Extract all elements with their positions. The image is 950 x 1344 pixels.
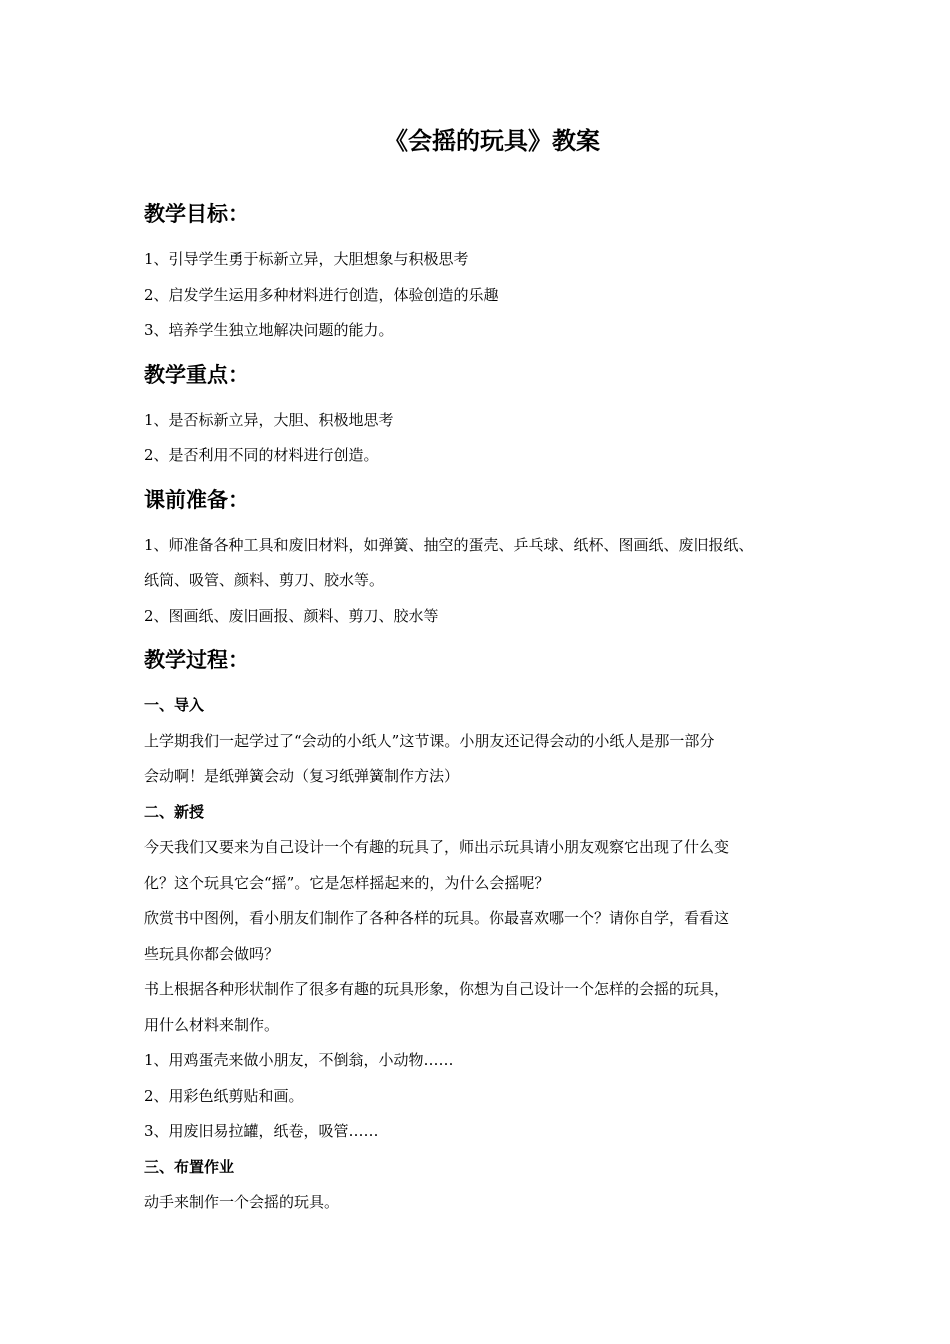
text-line: 用什么材料来制作。	[144, 1015, 280, 1034]
section-teaching-process	[144, 646, 820, 1221]
page-title: 《会摇的玩具》教案	[384, 127, 600, 155]
text-line: 2、启发学生运用多种材料进行创造，体验创造的乐趣	[144, 285, 499, 304]
text-line: 1、引导学生勇于标新立异，大胆想象与积极思考	[144, 250, 469, 268]
text-line: 今天我们又要来为自己设计一个有趣的玩具了，师出示玩具请小朋友观察它出现了什么变	[144, 838, 730, 856]
text-line: 动手来制作一个会摇的玩具。	[144, 1193, 340, 1211]
section-heading: 课前准备：	[144, 487, 249, 512]
text-line: 1、是否标新立异，大胆、积极地思考	[144, 410, 394, 429]
text-line: 1、师准备各种工具和废旧材料，如弹簧、抽空的蛋壳、乒乓球、纸杯、图画纸、废旧报纸、	[144, 535, 754, 554]
section-heading: 教学重点：	[144, 362, 249, 387]
text-line: 会动啊！是纸弹簧会动（复习纸弹簧制作方法）	[144, 767, 460, 785]
text-line: 上学期我们一起学过了“会动的小纸人”这节课。小朋友还记得会动的小纸人是那一部分	[144, 731, 715, 750]
text-line: 化？这个玩具它会“摇”。它是怎样摇起来的，为什么会摇呢？	[144, 873, 550, 892]
text-line: 纸筒、吸管、颜料、剪刀、胶水等。	[144, 571, 385, 589]
text-line: 2、是否利用不同的材料进行创造。	[144, 446, 379, 464]
section-teaching-goals	[144, 200, 820, 349]
text-line: 些玩具你都会做吗？	[144, 944, 280, 963]
section-heading: 教学目标：	[144, 202, 249, 226]
text-line: 欣赏书中图例，看小朋友们制作了各种各样的玩具。你最喜欢哪一个？请你自学，看看这	[144, 909, 730, 927]
subheading-homework: 三、布置作业	[144, 1157, 235, 1176]
text-line: 3、用废旧易拉罐，纸卷，吸管……	[144, 1122, 379, 1140]
text-line: 3、培养学生独立地解决问题的能力。	[144, 321, 394, 339]
section-heading: 教学过程：	[144, 648, 249, 672]
text-line: 2、用彩色纸剪贴和画。	[144, 1086, 304, 1105]
section-preparation	[144, 486, 820, 635]
text-line: 2、图画纸、废旧画报、颜料、剪刀、胶水等	[144, 606, 439, 625]
text-line: 1、用鸡蛋壳来做小朋友，不倒翁，小动物……	[144, 1051, 454, 1069]
subheading-intro: 一、导入	[144, 696, 205, 714]
section-teaching-focus	[144, 361, 820, 474]
subheading-new-lesson: 二、新授	[144, 802, 205, 821]
text-line: 书上根据各种形状制作了很多有趣的玩具形象，你想为自己设计一个怎样的会摇的玩具，	[144, 980, 730, 998]
